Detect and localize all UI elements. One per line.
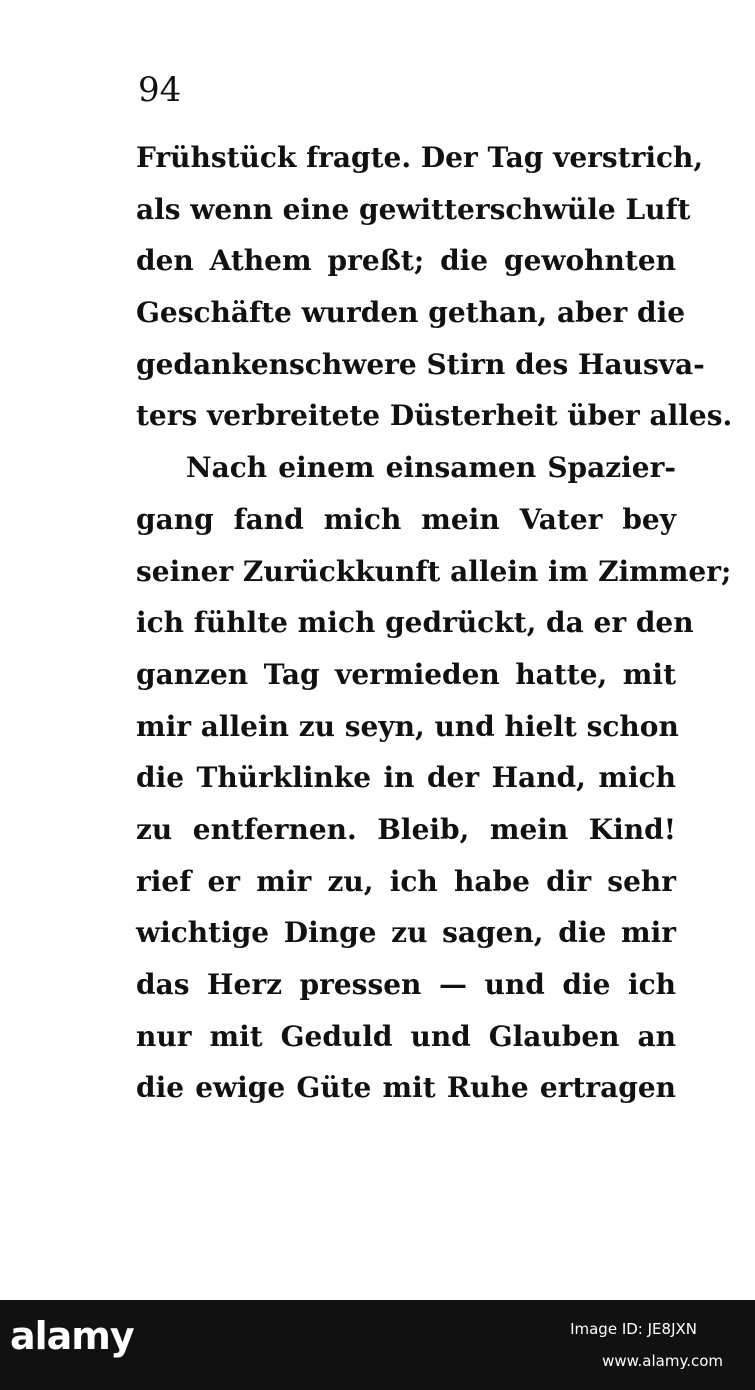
text-line: Nach einem einsamen Spazier- [186,451,676,485]
text-line: ters verbreitete Düsterheit über alles. [136,399,733,433]
text-line: den Athem preßt; die gewohnten [136,244,676,278]
watermark-footer [0,1300,755,1390]
text-line: das Herz pressen — und die ich [136,968,676,1001]
text-line: rief er mir zu, ich habe dir sehr [136,864,676,898]
alamy-logo: alamy [10,1314,134,1358]
text-line: nur mit Geduld und Glauben an [136,1019,676,1053]
text-line: Geschäfte wurden gethan, aber die [136,296,686,330]
text-line: gedankenschwere Stirn des Hausva- [136,347,705,381]
site-url: www.alamy.com [602,1352,723,1370]
text-line: ich fühlte mich gedrückt, da er den [136,606,694,640]
page-number: 94 [138,70,182,110]
text-line: die ewige Güte mit Ruhe ertragen [136,1071,676,1105]
image-id: Image ID: JE8JXN [570,1320,697,1338]
text-line: wichtige Dinge zu sagen, die mir [136,916,676,950]
text-line: seiner Zurückkunft allein im Zimmer; [136,554,732,588]
text-line: gang fand mich mein Vater bey [136,502,676,536]
text-line: zu entfernen. Bleib, mein Kind! [136,812,676,846]
text-line: mir allein zu seyn, und hielt schon [136,709,679,743]
text-line: als wenn eine gewitterschwüle Luft [136,192,691,226]
text-line: ganzen Tag vermieden hatte, mit [136,657,676,691]
text-line: die Thürklinke in der Hand, mich [136,761,676,795]
text-line: Frühstück fragte. Der Tag verstrich, [136,141,704,174]
body-text [136,132,733,1114]
